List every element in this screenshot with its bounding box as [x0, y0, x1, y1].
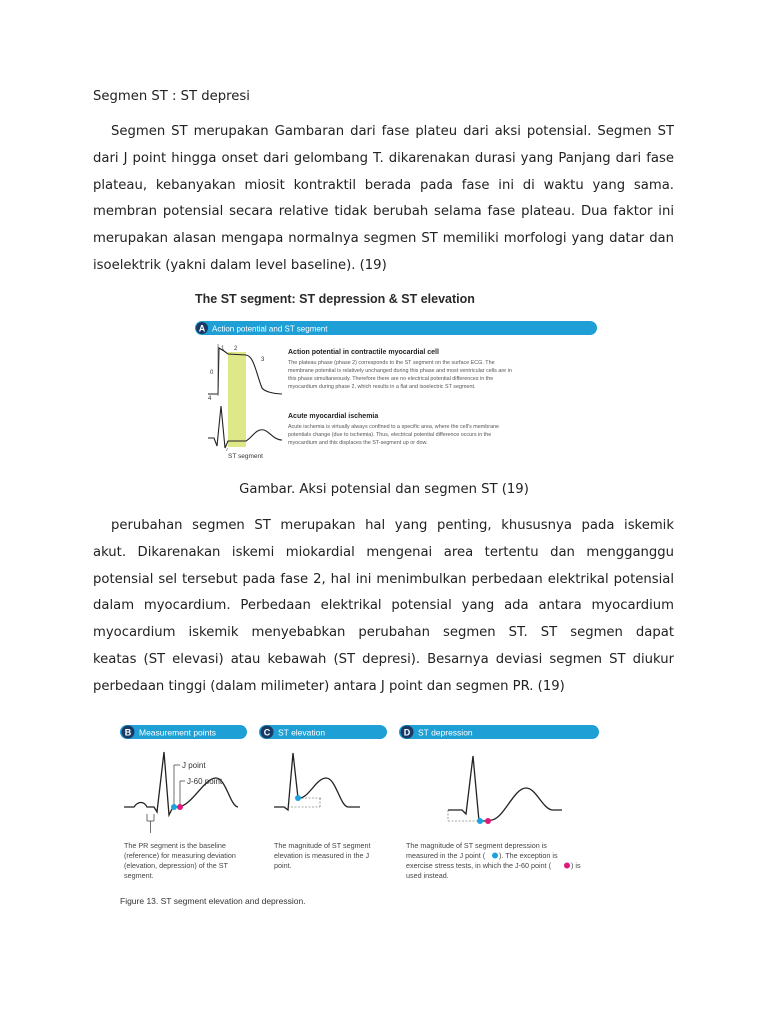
- paragraph-1-line: membran potensial secara relative tidak berubah selama fase plateau. Dua faktor ini: [93, 204, 674, 220]
- banner-letter: A: [198, 323, 206, 334]
- st-segment-label: ST segment: [228, 453, 263, 460]
- panel-description-line: (elevation, depression) of the ST: [124, 861, 228, 870]
- panel-description-line: used instead.: [406, 871, 449, 880]
- panel-title: Measurement points: [139, 727, 217, 738]
- block-1-line: membrane potential is relatively unchanged during this phase and most ventricular cells are in: [288, 368, 512, 374]
- plateau-highlight: [228, 352, 246, 447]
- block-2-line: myocardium and this displaces the ST-segment up or dow.: [288, 440, 428, 446]
- panel-description-line: The magnitude of ST segment: [274, 841, 371, 850]
- panel-letter: B: [124, 727, 132, 738]
- j-point-label: J point: [182, 761, 206, 770]
- panel-description-line: (reference) for measuring deviation: [124, 851, 236, 860]
- block-1-line: myocardium during phase 2, which results in a flat and isoelectric ST segment.: [288, 384, 476, 390]
- phase-label: 1: [221, 346, 225, 352]
- banner-text: Action potential and ST segment: [212, 324, 328, 334]
- paragraph-2-line: akut. Dikarenakan iskemi miokardial mengenai area tertentu dan mengganggu: [93, 544, 674, 560]
- paragraph-2: [93, 513, 674, 701]
- panel-description-line: The magnitude of ST segment depression is: [406, 841, 547, 850]
- paragraph-2-line: dalam myocardium. Perbedaan elektrikal potensial yang ada antara myocardium: [93, 598, 674, 614]
- panel-title: ST elevation: [278, 727, 326, 738]
- st-measurement-figure: [112, 718, 608, 922]
- panel-letter: D: [403, 727, 411, 738]
- j-point-marker: [477, 818, 483, 824]
- ecg-trace: [274, 753, 360, 810]
- block-2-line: Acute ischemia is virtually always confined to a specific area, where the cell's membrane: [288, 424, 500, 430]
- block-1-title: Action potential in contractile myocardial cell: [288, 349, 439, 356]
- block-1-line: The plateau phase (phase 2) corresponds to the ST segment on the surface ECG. The: [288, 360, 495, 366]
- paragraph-1-line: isoelektrik (yakni dalam level baseline). (19): [93, 257, 387, 273]
- block-1-line: this phase simultaneously. Therefore there are no electrical potential differences in the: [288, 376, 494, 382]
- j60-point-marker: [485, 818, 491, 824]
- paragraph-1-line: Segmen ST merupakan Gambaran dari fase plateu dari aksi potensial. Segmen ST: [111, 124, 674, 139]
- paragraph-1-line: merupakan alasan mengapa normalnya segmen ST memiliki morfologi yang datar dan: [93, 231, 674, 247]
- panel-letter: C: [263, 727, 271, 738]
- j-point-marker: [171, 804, 177, 810]
- panel-description-line: point.: [274, 861, 292, 870]
- j60-point-label: J-60 point: [187, 777, 223, 786]
- panel-st-depression: [399, 725, 599, 880]
- j60-point-marker: [177, 804, 183, 810]
- panel-measurement-points: [120, 725, 247, 880]
- panel-description-line: segment.: [124, 871, 154, 880]
- j-point-legend-marker: [492, 853, 498, 859]
- st-segment-pointer: [226, 448, 228, 451]
- panel-description-line: measured in the J point (: [406, 851, 486, 860]
- j-point-marker: [295, 795, 301, 801]
- paragraph-2-line: perbedaan tinggi (dalam milimeter) antara J point dan segmen PR. (19): [93, 678, 565, 694]
- figure-title: The ST segment: ST depression & ST elevation: [195, 292, 475, 306]
- paragraph-1-line: plateau, kebanyakan miosit kontraktil berada pada fase ini di waktu yang sama.: [93, 177, 674, 193]
- section-heading: Segmen ST : ST depresi: [93, 89, 250, 104]
- phase-label: 0: [210, 370, 214, 376]
- block-2-title: Acute myocardial ischemia: [288, 413, 379, 420]
- paragraph-2-line: perubahan segmen ST merupakan hal yang penting, khususnya pada iskemik: [111, 518, 674, 533]
- panel-title: ST depression: [418, 727, 473, 738]
- figure-1-caption: Gambar. Aksi potensial dan segmen ST (19): [239, 482, 529, 497]
- block-2-line: potentials change (due to ischemia). Thus, electrical potential difference occurs in the: [288, 432, 492, 438]
- action-potential-figure: [190, 288, 600, 464]
- panel-st-elevation: [259, 725, 387, 870]
- panel-description-line: ) is: [571, 861, 581, 870]
- panel-description-line: elevation is measured in the J: [274, 851, 370, 860]
- phase-label: 4: [208, 396, 212, 402]
- phase-label: 2: [234, 346, 238, 352]
- phase-label: 3: [261, 357, 265, 363]
- paragraph-2-line: potensial sel tersebut pada fase 2, hal ini menimbulkan perbedaan elektrikal potensial: [93, 571, 674, 587]
- panel-description-line: The PR segment is the baseline: [124, 841, 226, 850]
- ecg-trace: [448, 756, 562, 821]
- paragraph-2-line: keatas (ST elevasi) atau kebawah (ST depresi). Besarnya deviasi segmen ST diukur: [93, 651, 674, 667]
- paragraph-1: [93, 119, 674, 280]
- j60-point-legend-marker: [564, 863, 570, 869]
- figure-2-caption: Figure 13. ST segment elevation and depression.: [120, 896, 306, 906]
- panel-description-line: exercise stress tests, in which the J-60 point (: [406, 861, 552, 870]
- paragraph-1-line: dari J point hingga onset dari gelombang T. dikarenakan durasi yang Panjang dari fase: [93, 150, 674, 166]
- paragraph-2-line: myocardium iskemik menyebabkan perubahan segmen ST. ST segmen dapat: [93, 625, 674, 641]
- panel-description-line: ). The exception is: [499, 851, 558, 860]
